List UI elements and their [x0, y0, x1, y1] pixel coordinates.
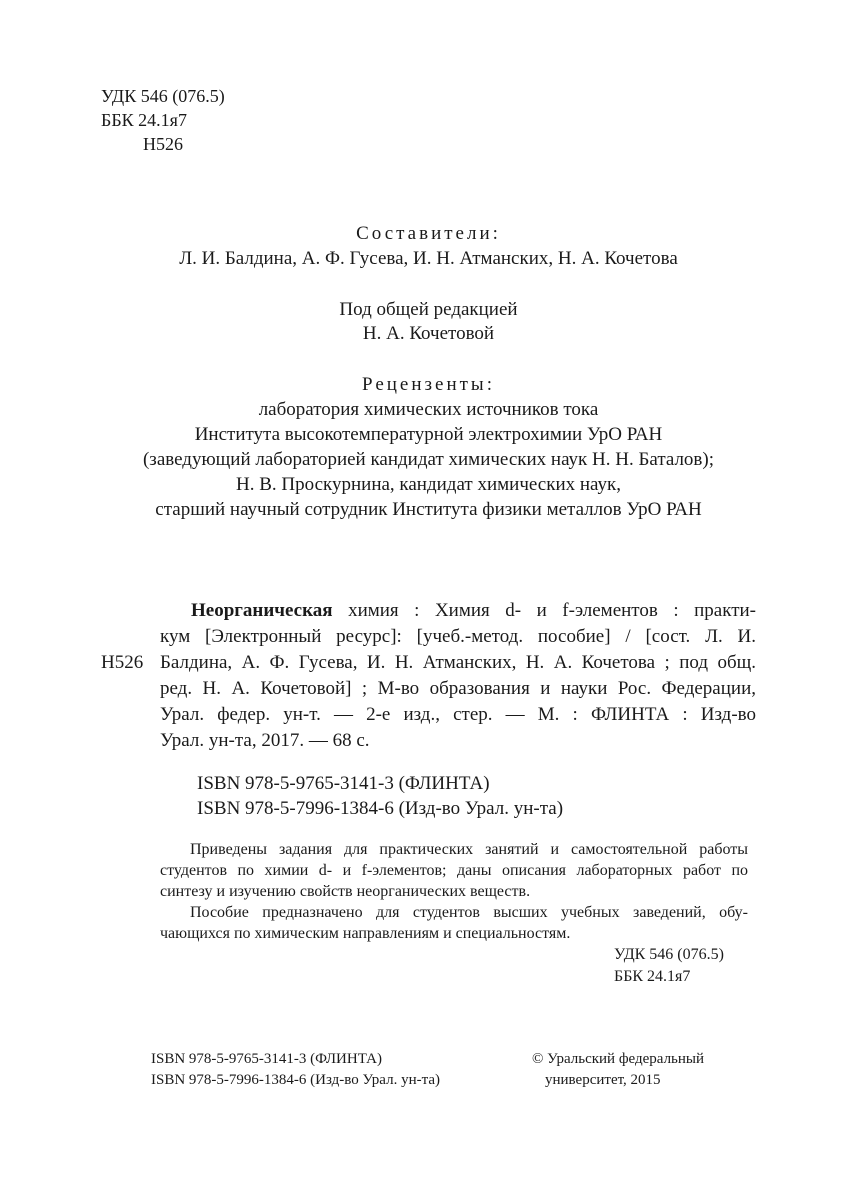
reviewers-line: старший научный сотрудник Института физики металлов УрО РАН [155, 499, 702, 520]
catalog-isbn-1: ISBN 978-5-9765-3141-3 (ФЛИНТА) [197, 773, 490, 794]
reviewers-line: Н. В. Проскурнина, кандидат химических наук, [236, 474, 621, 495]
udk-top: УДК 546 (076.5) [101, 86, 225, 106]
catalog-title-rest: химия : Химия d- и f-элементов : практи- [332, 600, 756, 621]
udk-bottom: УДК 546 (076.5) [614, 946, 724, 963]
reviewers-line: лаборатория химических источников тока [258, 399, 599, 420]
abstract-line: Пособие предназначено для студентов высших учебных заведений, обу- [190, 904, 748, 921]
author-mark-top: Н526 [143, 134, 183, 154]
abstract-line: студентов по химии d- и f-элементов; даны описания лабораторных работ по [160, 862, 748, 879]
reviewers-line: (заведующий лабораторией кандидат химических наук Н. Н. Баталов); [142, 449, 715, 470]
catalog-line: кум [Электронный ресурс]: [учеб.-метод. пособие] / [сост. Л. И. [160, 626, 756, 647]
catalog-title-bold: Неорганическая [191, 600, 333, 621]
abstract-line: синтезу и изучению свойств неорганических веществ. [160, 883, 531, 900]
abstract-line: Приведены задания для практических занятий и самостоятельной работы [190, 841, 748, 858]
catalog-line: Урал. ун-та, 2017. — 68 с. [160, 730, 370, 751]
catalog-line: Урал. федер. ун-т. — 2-е изд., стер. — М. : ФЛИНТА : Изд-во [160, 704, 756, 725]
footer-isbn-2: ISBN 978-5-7996-1384-6 (Изд-во Урал. ун-та) [151, 1072, 440, 1088]
editor-line-1: Под общей редакцией [339, 299, 518, 320]
catalog-line: Балдина, А. Ф. Гусева, И. Н. Атманских, Н. А. Кочетова ; под общ. [160, 652, 756, 673]
editor-line-2: Н. А. Кочетовой [362, 323, 495, 344]
reviewers-line: Института высокотемпературной электрохимии УрО РАН [194, 424, 663, 445]
copyright-line-1: © Уральский федеральный [532, 1051, 705, 1067]
compilers-names: Л. И. Балдина, А. Ф. Гусева, И. Н. Атманских, Н. А. Кочетова [179, 248, 678, 269]
catalog-line [191, 599, 756, 623]
reviewers-heading: Рецензенты: [362, 374, 495, 395]
footer-isbn-1: ISBN 978-5-9765-3141-3 (ФЛИНТА) [151, 1051, 382, 1067]
bbk-top: ББК 24.1я7 [101, 110, 187, 130]
catalog-isbn-2: ISBN 978-5-7996-1384-6 (Изд-во Урал. ун-та) [197, 798, 564, 819]
copyright-line-2: университет, 2015 [545, 1072, 661, 1088]
abstract-line: чающихся по химическим направлениям и специальностям. [160, 925, 571, 942]
catalog-author-mark: Н526 [101, 652, 144, 673]
catalog-line: ред. Н. А. Кочетовой] ; М-во образования и науки Рос. Федерации, [160, 678, 756, 699]
compilers-heading: Составители: [356, 223, 501, 244]
bbk-bottom: ББК 24.1я7 [614, 968, 691, 985]
